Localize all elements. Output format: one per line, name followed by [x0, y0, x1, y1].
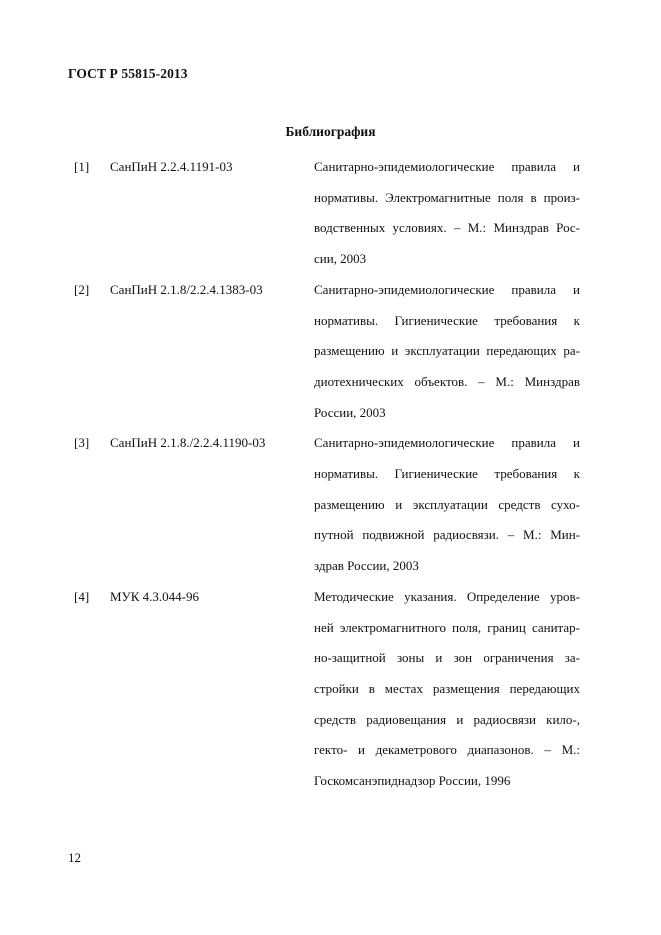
- entry-code: СанПиН 2.2.4.1191-03: [110, 159, 233, 174]
- description-line: сии, 2003: [314, 251, 367, 267]
- description-line: путной подвижной радиосвязи. – М.: Мин-: [314, 527, 580, 543]
- description-line: Санитарно-эпидемиологические правила и: [314, 159, 580, 174]
- description-line: нормативы. Электромагнитные поля в произ-: [314, 189, 580, 205]
- description-line: нормативы. Гигиенические требования к: [314, 466, 580, 482]
- entry-description: [314, 152, 580, 275]
- description-line: водственных условиях. – М.: Минздрав Рос-: [314, 220, 580, 236]
- description-line: гекто- и декаметрового диапазонов. – М.:: [314, 742, 580, 758]
- entry-code: СанПиН 2.1.8./2.2.4.1190-03: [110, 435, 266, 451]
- bibliography-entry: [74, 582, 582, 797]
- description-line: диотехнических объектов. – М.: Минздрав: [314, 373, 580, 389]
- entry-description: [314, 428, 580, 582]
- bibliography-title: Библиография: [285, 124, 376, 139]
- entry-number: [3]: [74, 435, 90, 451]
- description-line: средств радиовещания и радиосвязи кило-,: [314, 711, 580, 727]
- description-line: но-защитной зоны и зон ограничения за-: [314, 650, 580, 666]
- page-number: 12: [68, 850, 81, 865]
- entry-code: МУК 4.3.044-96: [110, 588, 200, 604]
- bibliography-list: [74, 152, 582, 797]
- description-line: Санитарно-эпидемиологические правила и: [314, 281, 580, 297]
- description-line: России, 2003: [314, 404, 386, 420]
- bibliography-entry: [74, 152, 582, 275]
- description-line: здрав России, 2003: [314, 558, 419, 574]
- entry-number: [2]: [74, 281, 90, 297]
- entry-description: [314, 275, 580, 429]
- document-header: ГОСТ Р 55815-2013: [68, 66, 188, 81]
- description-line: ней электромагнитного поля, границ санитар-: [314, 619, 580, 635]
- entry-number: [1]: [74, 159, 90, 174]
- bibliography-entry: [74, 428, 582, 582]
- description-line: стройки в местах размещения передающих: [314, 680, 580, 696]
- bibliography-entry: [74, 275, 582, 429]
- description-line: Методические указания. Определение уров-: [314, 588, 580, 604]
- description-line: размещению и эксплуатации средств сухо-: [314, 496, 580, 512]
- description-line: нормативы. Гигиенические требования к: [314, 312, 580, 328]
- description-line: размещению и эксплуатации передающих ра-: [314, 343, 580, 359]
- entry-description: [314, 582, 580, 797]
- entry-number: [4]: [74, 588, 90, 604]
- entry-code: СанПиН 2.1.8/2.2.4.1383-03: [110, 281, 263, 297]
- description-line: Санитарно-эпидемиологические правила и: [314, 435, 580, 451]
- description-line: Госкомсанэпиднадзор России, 1996: [314, 773, 511, 789]
